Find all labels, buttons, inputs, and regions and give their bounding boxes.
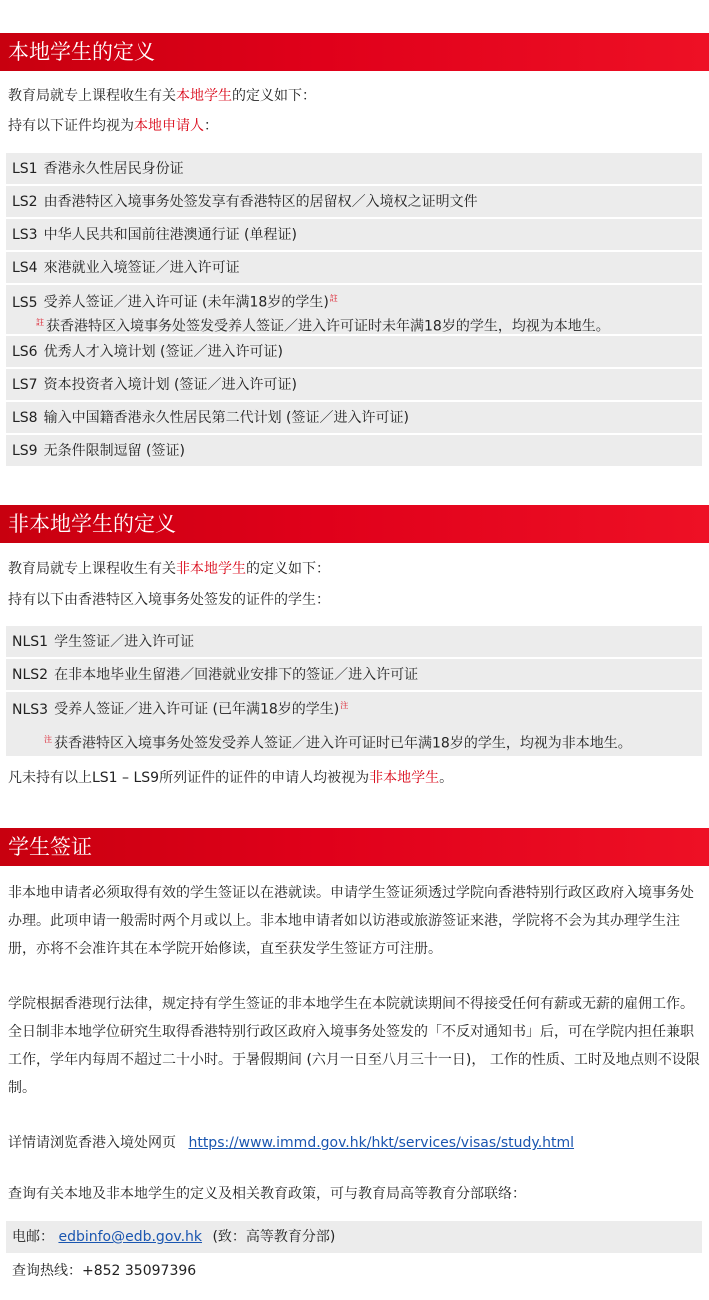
nonlocal-intro-highlight: 非本地学生: [176, 561, 246, 577]
ls-code: LS4: [12, 260, 38, 276]
nonlocal-hold: 持有以下由香港特区入境事务处签发的证件的学生：: [8, 592, 330, 608]
nonlocal-footer-text: 凡未持有以上LS1 – LS9所列证件的证件的申请人均被视为: [8, 770, 370, 786]
local-hold: [8, 116, 218, 136]
ls-row: [6, 435, 702, 466]
ls-code: LS3: [12, 227, 38, 243]
ls-row: [6, 369, 702, 400]
nls-code: NLS2: [12, 667, 49, 683]
nls-row: [6, 659, 702, 690]
nonlocal-section-banner: [0, 505, 709, 543]
ls-text: 资本投资者入境计划 (签证／进入许可证): [43, 377, 297, 393]
nonlocal-intro-text: 教育局就专上课程收生有关: [8, 561, 176, 577]
hotline-number: +852 35097396: [82, 1263, 197, 1279]
visa-paragraph-2: 学院根据香港现行法律，规定持有学生签证的非本地学生在本院就读期间不得接受任何有薪或无薪的雇佣工作。全日制非本地学位研究生取得香港特别行政区政府入境事务处签发的「不反对通知书」后，可在学院内担任兼职工作，学年内每周不超过二十小时。于暑假期间 (六月一日至八月三十一日)， 工作的性质、工时及地点则不设限制。: [8, 996, 700, 1096]
nonlocal-section-title: 非本地学生的定义: [8, 512, 176, 536]
ls-row: [6, 219, 702, 250]
nonlocal-footer-highlight: 非本地学生: [369, 770, 440, 786]
visa-paragraph-1: 非本地申请者必须取得有效的学生签证以在港就读。申请学生签证须透过学院向香港特别行政区政府入境事务处办理。此项申请一般需时两个月或以上。非本地申请者如以访港或旅游签证来港，学院将不会为其办理学生注册，亦将不会准许其在本学院开始修读，直至获发学生签证方可注册。: [8, 885, 694, 957]
local-intro-highlight: 本地学生: [176, 88, 232, 104]
nls-note-text: 获香港特区入境事务处签发受养人签证／进入许可证时已年满18岁的学生，均视为非本地生。: [54, 735, 632, 752]
ls-code: LS6: [12, 344, 38, 360]
visa-section-title: 学生签证: [8, 835, 92, 859]
ls-code: LS8: [12, 410, 38, 426]
visa-detail-line: [8, 1133, 574, 1153]
visa-detail-label: 详情请浏览香港入境处网页: [8, 1135, 176, 1151]
ls-row: [6, 252, 702, 283]
email-row: [6, 1221, 702, 1253]
ls-note-mark: 註: [329, 294, 338, 303]
ls-note-mark: 註: [36, 317, 44, 327]
ls-text: 來港就业入境签证／进入许可证: [43, 260, 240, 276]
ls-row: [6, 153, 702, 184]
local-hold-text: 持有以下证件均视为: [8, 118, 134, 134]
contact-intro: 查询有关本地及非本地学生的定义及相关教育政策，可与教育局高等教育分部联络：: [8, 1186, 526, 1202]
nonlocal-footer-end: 。: [439, 770, 454, 786]
ls-text: 由香港特区入境事务处签发享有香港特区的居留权／入境权之证明文件: [43, 194, 478, 210]
ls-text: 受养人签证／进入许可证 (未年满18岁的学生): [43, 294, 329, 311]
ls-code: LS1: [12, 161, 38, 177]
local-hold-end: ：: [204, 118, 218, 134]
nls-code: NLS1: [12, 634, 49, 650]
ls-text: 香港永久性居民身份证: [43, 161, 184, 177]
nls-text: 受养人签证／进入许可证 (已年满18岁的学生): [54, 701, 340, 718]
local-intro-end: 的定义如下：: [232, 88, 316, 104]
immd-link[interactable]: https://www.immd.gov.hk/hkt/services/visas/study.html: [188, 1135, 575, 1151]
email-label: 电邮：: [12, 1229, 54, 1245]
ls-row: [6, 336, 702, 367]
ls-text: 优秀人才入境计划 (签证／进入许可证): [43, 344, 283, 360]
ls-row: [6, 285, 702, 334]
ls-code: LS9: [12, 443, 38, 459]
nls-row: [6, 626, 702, 657]
nls-text: 在非本地毕业生留港／回港就业安排下的签证／进入许可证: [54, 667, 419, 683]
hotline-row: [12, 1261, 196, 1281]
ls-text: 无条件限制逗留 (签证): [43, 443, 185, 459]
email-link[interactable]: edbinfo@edb.gov.hk: [58, 1229, 203, 1245]
nls-row: [6, 692, 702, 756]
local-section-banner: [0, 33, 709, 71]
ls-row: [6, 402, 702, 433]
ls-text: 中华人民共和国前往港澳通行证 (单程证): [43, 227, 297, 243]
ls-code: LS5: [12, 294, 38, 311]
ls-code: LS7: [12, 377, 38, 393]
local-hold-highlight: 本地申请人: [134, 118, 204, 134]
ls-note-text: 获香港特区入境事务处签发受养人签证／进入许可证时未年满18岁的学生，均视为本地生。: [46, 318, 610, 335]
nonlocal-footer: [8, 768, 453, 788]
ls-code: LS2: [12, 194, 38, 210]
email-note: (致：高等教育分部): [212, 1229, 336, 1245]
visa-section-banner: [0, 828, 709, 866]
nls-code: NLS3: [12, 701, 49, 718]
hotline-label: 查询热线：: [12, 1263, 82, 1279]
ls-text: 输入中国籍香港永久性居民第二代计划 (签证／进入许可证): [43, 410, 409, 426]
nonlocal-intro: [8, 559, 330, 579]
ls-row: [6, 186, 702, 217]
nonlocal-intro-end: 的定义如下：: [246, 561, 330, 577]
nls-note-mark: 注: [44, 734, 52, 744]
nls-note-mark: 注: [340, 701, 349, 710]
local-section-title: 本地学生的定义: [8, 40, 155, 64]
local-intro-text: 教育局就专上课程收生有关: [8, 88, 176, 104]
nls-text: 学生签证／进入许可证: [54, 634, 195, 650]
local-intro: [8, 86, 316, 106]
